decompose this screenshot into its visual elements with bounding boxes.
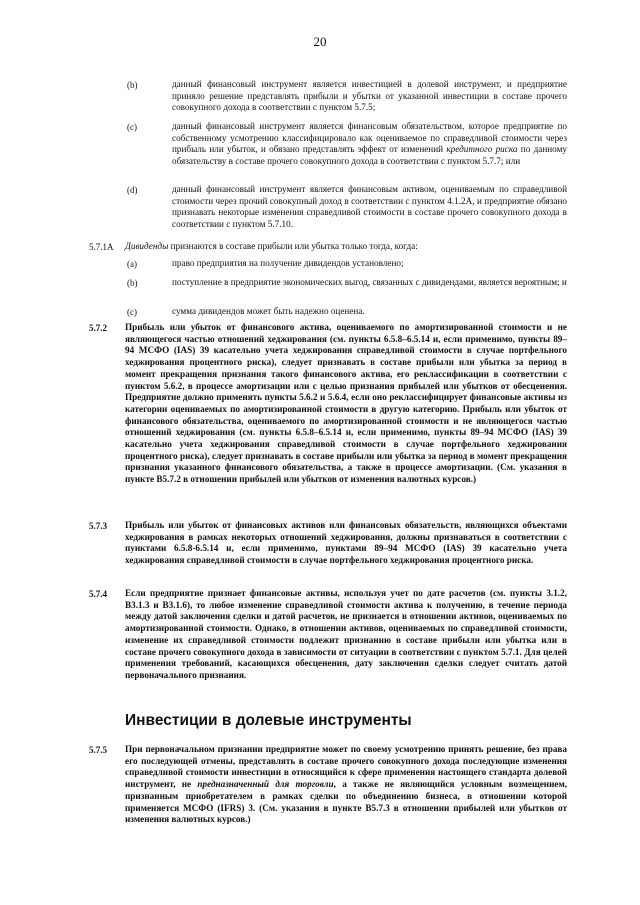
item-number: (a): [127, 259, 137, 269]
item-text: право предприятия на получение дивидендов установлено;: [172, 258, 404, 268]
page-number: 20: [313, 34, 327, 49]
emphasis-term: кредитного риска: [446, 144, 518, 155]
item-number: (d): [127, 185, 138, 195]
section-text: Прибыль или убыток от финансовых активов или финансовых обязательств, являющихся объектами хеджирования в рамках некоторых отношений хеджирования, должны признаваться в соответствии с пунктами 6.5.8-6.5.14 и, если применимо, пунктами 89–94 МСФО (IAS) 39 касательно учета хеджирования справедливой стоимости в случае портфельного хеджирования процентного риска.: [125, 520, 567, 566]
item-text: сумма дивидендов может быть надежно оценена.: [172, 306, 365, 316]
section-text: Если предприятие признает финансовые активы, используя учет по дате расчетов (см. пункты 3.1.2, B3.1.3 и B3.1.6), то любое изменение справедливой стоимости актива к получению, в течение периода между датой заключения сделки и датой расчетов, не признается в отношении активов, оцениваемых по амортизированной стоимости. Однако, в отношении активов, оцениваемых по справедливой стоимости, изменение их справедливой стоимости подлежит признанию в составе прибыли или убытка или в составе прочего совокупного дохода в зависимости от ситуации в соответствии с пунктом 5.7.1. Для целей применения требований, касающихся обесценения, дату заключения сделки следует считать датой первоначального признания.: [125, 588, 567, 680]
item-number: (c): [127, 307, 137, 317]
section-number: 5.7.5: [89, 745, 107, 755]
section-number: 5.7.4: [89, 589, 107, 599]
section-text: При первоначальном признании предприятие может по своему усмотрению принять решение, без права его последующей отмены, представлять в составе прочего совокупного дохода последующие изменения справедливой стоимости инвестиции в относящийся к сфере применения настоящего стандарта долевой инструмент, не предназначенный для торговли, а также не являющийся условным возмещением, признанным приобретателем в рамках сделки по объединению бизнеса, в отношении которой применяется МСФО (IFRS) 3. (См. указания в пункте B5.7.3 в отношении прибылей или убытков от изменения валютных курсов.): [125, 744, 567, 825]
item-number: (b): [127, 80, 138, 90]
item-text: данный финансовый инструмент является финансовым обязательством, которое предприятие по собственному усмотрению классифицировало как оцениваемое по справедливой стоимости через прибыль или убыток, и обязано представлять эффект от изменений кредитного риска по данному обязательству в составе прочего совокупного дохода в соответствии с пунктом 5.7.7; или: [172, 121, 567, 167]
section-heading: Инвестиции в долевые инструменты: [125, 712, 412, 729]
item-text: данный финансовый инструмент является финансовым активом, оцениваемым по справедливой стоимости через прочий совокупный доход в соответствии с пунктом 4.1.2A, и предприятие обязано признавать некоторые изменения справедливой стоимости в составе прочего совокупного дохода в соответствии с пунктом 5.7.10.: [172, 184, 567, 230]
item-number: (b): [127, 278, 138, 288]
section-text: Прибыль или убыток от финансового актива, оцениваемого по амортизированной стоимости и не являющегося частью отношений хеджирования (см. пункты 6.5.8–6.5.14 и, если применимо, пункты 89–94 МСФО (IAS) 39 касательно учета хеджирования справедливой стоимости в случае портфельного хеджирования процентного риска), следует признавать в составе прибыли или убытка за период в момент прекращения признания такого финансового актива, его реклассификации в соответствии с пунктом 5.6.2, в процессе амортизации или с целью признания прибылей или убытков от обесценения. Предприятие должно применять пункты 5.6.2 и 5.6.4, если оно реклассифицирует финансовые активы из категории оцениваемых по амортизированной стоимости в другую категорию. Прибыль или убыток от финансового обязательства, оцениваемого по амортизированной стоимости и не являющегося частью отношений хеджирования (см. пункты 6.5.8–6.5.14 и, если применимо, пункты 89–94 МСФО (IAS) 39 касательно учета хеджирования справедливой стоимости в случае портфельного хеджирования процентного риска), следует признавать в составе прибыли или убытка за период в момент прекращения признания указанного финансового обязательства, а также в процессе амортизации. (См. указания в пункте B5.7.2 в отношении прибылей или убытков от изменения валютных курсов.): [125, 322, 567, 485]
item-number: (c): [127, 122, 137, 132]
section-number: 5.7.1A: [89, 242, 114, 252]
emphasis-term: предназначенный для торговли: [197, 779, 334, 790]
section-intro: Дивиденды признаются в составе прибыли или убытка только тогда, когда:: [125, 241, 418, 251]
section-number: 5.7.2: [89, 323, 107, 333]
item-text: данный финансовый инструмент является инвестицией в долевой инструмент, и предприятие приняло решение представлять прибыли и убытки от указанной инвестиции в составе прочего совокупного дохода в соответствии с пунктом 5.7.5;: [172, 79, 567, 113]
item-text: поступление в предприятие экономических выгод, связанных с дивидендами, является вероятным; и: [172, 277, 567, 287]
section-number: 5.7.3: [89, 521, 107, 531]
emphasis-term: Дивиденды: [125, 241, 169, 251]
